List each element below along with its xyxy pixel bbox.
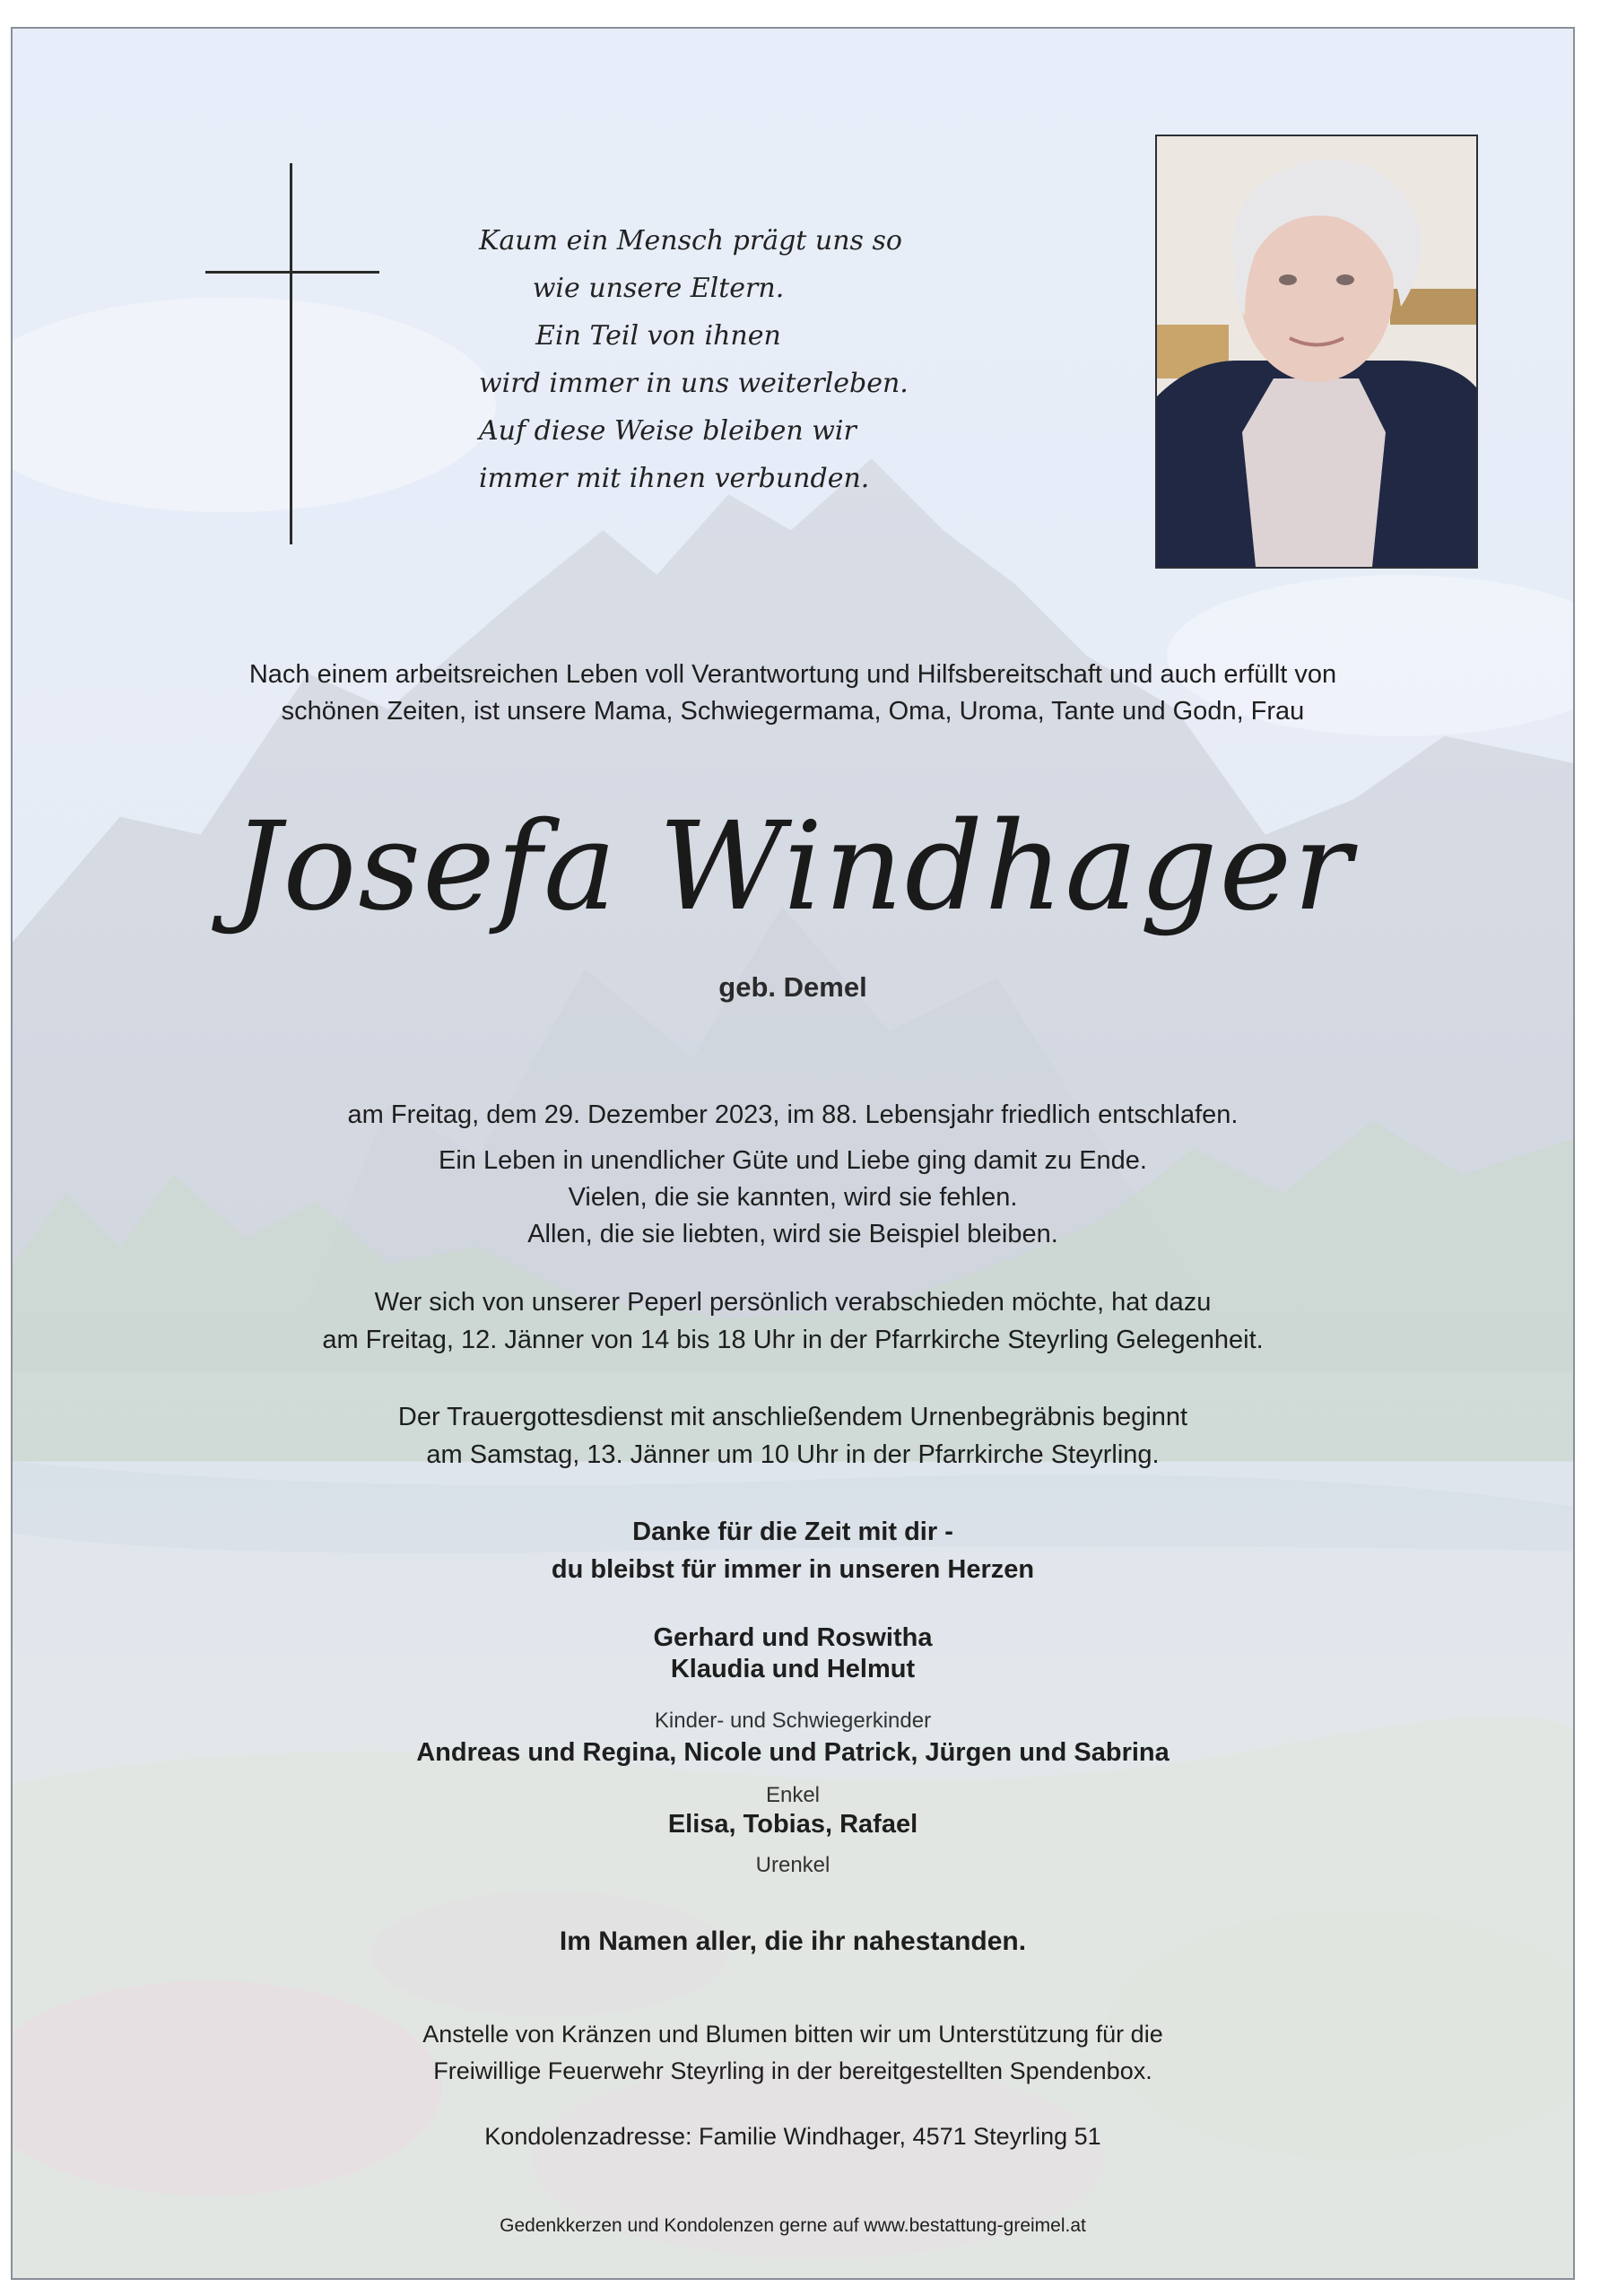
great-grandchildren-role: Urenkel <box>755 1853 830 1877</box>
intro-text <box>13 657 1573 730</box>
farewell-line: am Freitag, 12. Jänner von 14 bis 18 Uhr in der Pfarrkirche Steyrling Gelegenheit. <box>322 1326 1264 1354</box>
farewell-line: Wer sich von unserer Peperl persönlich verabschieden möchte, hat dazu <box>374 1288 1212 1317</box>
footer-website: Gedenkkerzen und Kondolenzen gerne auf www.bestattung-greimel.at <box>500 2215 1086 2236</box>
closing-line: Im Namen aller, die ihr nahestanden. <box>559 1926 1027 1956</box>
grandchildren-role: Enkel <box>765 1783 821 1807</box>
obituary-sheet <box>11 27 1575 2280</box>
poem-line: Ein Teil von ihnen <box>535 320 781 352</box>
death-line: am Freitag, dem 29. Dezember 2023, im 88. Lebensjahr friedlich entschlafen. <box>347 1100 1239 1129</box>
service-line: am Samstag, 13. Jänner um 10 Uhr in der Pfarrkirche Steyrling. <box>426 1440 1160 1469</box>
donation-line: Anstelle von Kränzen und Blumen bitten wir um Unterstützung für die <box>422 2021 1163 2048</box>
portrait-photo <box>1155 135 1478 569</box>
thanks-line: du bleibst für immer in unseren Herzen <box>551 1555 1035 1584</box>
condolence-address: Kondolenzadresse: Familie Windhager, 4571 Steyrling 51 <box>484 2123 1101 2150</box>
grandchildren-names: Andreas und Regina, Nicole und Patrick, Jürgen und Sabrina <box>416 1738 1170 1767</box>
poem-line: wird immer in uns weiterleben. <box>479 368 909 399</box>
children-names <box>13 1622 1573 1685</box>
great-grandchildren-names: Elisa, Tobias, Rafael <box>667 1810 918 1839</box>
death-line: Ein Leben in unendlicher Güte und Liebe ging damit zu Ende. <box>438 1146 1147 1175</box>
intro-line: schönen Zeiten, ist unsere Mama, Schwiegermama, Oma, Uroma, Tante und Godn, Frau <box>281 697 1305 726</box>
deceased-name: Josefa Windhager <box>231 796 1354 938</box>
thanks-line: Danke für die Zeit mit dir - <box>632 1518 953 1546</box>
donation-line: Freiwillige Feuerwehr Steyrling in der bereitgestellten Spendenbox. <box>433 2057 1152 2084</box>
obituary-content <box>13 29 1573 2278</box>
poem-line: immer mit ihnen verbunden. <box>479 463 870 494</box>
donation-request <box>13 2016 1573 2090</box>
children-role: Kinder- und Schwiegerkinder <box>654 1709 932 1733</box>
poem-line: Auf diese Weise bleiben wir <box>479 415 857 447</box>
poem-line: Kaum ein Mensch prägt uns so <box>479 225 902 257</box>
intro-line: Nach einem arbeitsreichen Leben voll Verantwortung und Hilfsbereitschaft und auch erfüllt von <box>248 660 1337 689</box>
cross-icon <box>205 163 379 544</box>
death-line: Allen, die sie liebten, wird sie Beispiel bleiben. <box>527 1220 1058 1248</box>
poem-line: wie unsere Eltern. <box>532 273 785 304</box>
memorial-poem <box>479 217 909 502</box>
funeral-service-info <box>13 1398 1573 1474</box>
service-line: Der Trauergottesdienst mit anschließendem Urnenbegräbnis beginnt <box>397 1403 1188 1431</box>
death-notice <box>13 1097 1573 1253</box>
children-line: Klaudia und Helmut <box>670 1655 916 1683</box>
children-line: Gerhard und Roswitha <box>653 1623 933 1652</box>
thanks-message <box>13 1513 1573 1588</box>
maiden-name: geb. Demel <box>718 971 867 1003</box>
death-line: Vielen, die sie kannten, wird sie fehlen. <box>568 1183 1018 1212</box>
farewell-info <box>13 1283 1573 1359</box>
